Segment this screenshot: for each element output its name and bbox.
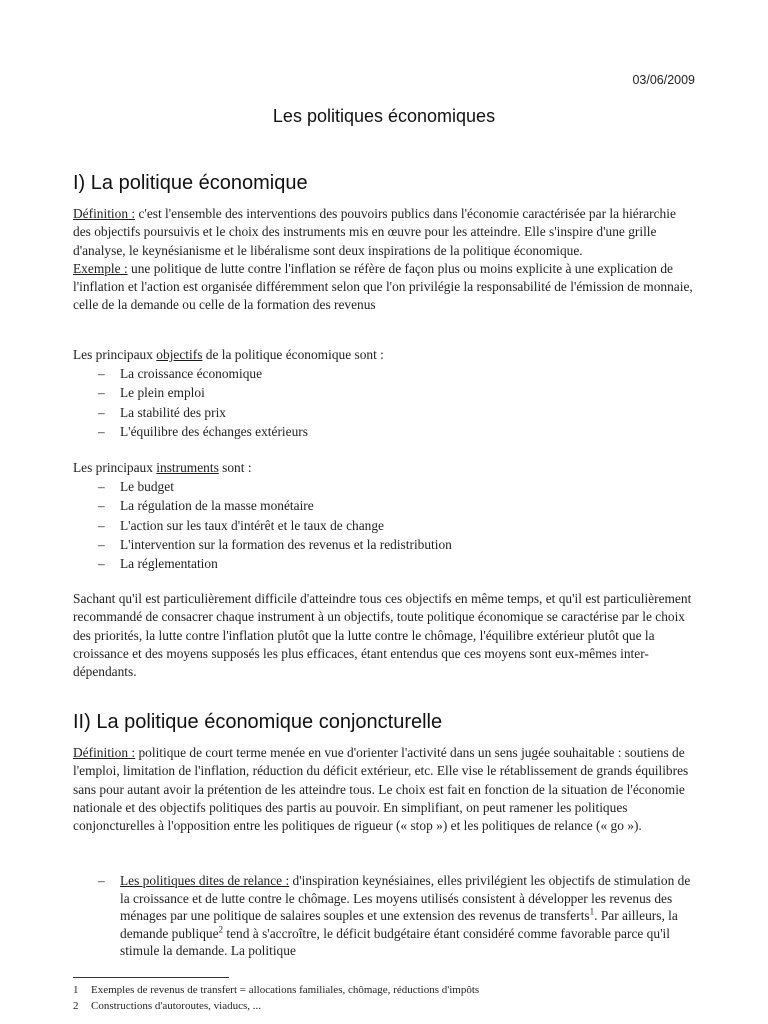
footnote-text: Constructions d'autoroutes, viaducs, ...	[91, 1000, 262, 1012]
footnote-number: 2	[73, 1000, 79, 1012]
definition-label: Définition :	[73, 745, 136, 760]
footnote-number: 1	[73, 984, 79, 996]
instruments-list	[73, 477, 695, 573]
list-item: – Le budget	[73, 477, 695, 496]
relance-text-part3: tend à s'accroître, le déficit budgétaire étant considéré comme favorable parce qu'il stimule la demande. La politique	[120, 925, 670, 958]
footnote-divider	[73, 977, 229, 978]
definition-text: c'est l'ensemble des interventions des pouvoirs publics dans l'économie caractérisée par la hiérarchie des objectifs poursuivis et le choix des instruments mis en œuvre pour les atteindre. Elle s'inspire d'une grille d'analyse, le keynésianisme et le libéralisme sont deux inspirations de la politique économique.	[73, 206, 676, 258]
instruments-keyword: instruments	[156, 460, 219, 475]
list-item: – La réglementation	[73, 554, 695, 573]
section1-heading: I) La politique économique	[73, 172, 308, 194]
page-date: 03/06/2009	[632, 73, 695, 87]
definition-label: Définition :	[73, 206, 136, 221]
list-item: – L'intervention sur la formation des revenus et la redistribution	[73, 535, 695, 554]
list-item: – Le plein emploi	[73, 383, 695, 402]
example-label: Exemple :	[73, 260, 128, 276]
section2-definition	[73, 744, 695, 835]
footnote-ref-2[interactable]: 2	[218, 924, 224, 935]
relance-label: Les politiques dites de relance :	[120, 873, 290, 888]
definition-text: politique de court terme menée en vue d'orienter l'activité dans un sens jugée souhaitable : soutiens de l'emploi, limitation de l'inflation, réduction du déficit extérieur, etc. Elle vise le rétablissement de grands équilibres sans pour autant avoir la prétention de les atteindre tous. Le choix est fait en fonction de la situation de l'économie nationale et des objectifs politiques des partis au pouvoir. En simplifiant, on peut ramener les politiques conjoncturelles à l'opposition entre les politiques de rigueur (« stop ») et les politiques de relance (« go »).	[73, 745, 689, 834]
footnote-ref-1[interactable]: 1	[589, 906, 595, 917]
footnote-2	[73, 1000, 713, 1013]
relance-text-part1: d'inspiration keynésiaines, elles privilégient les objectifs de stimulation de la croissance et de lutte contre le chômage. Les moyens utilisés consistent à développer les revenus des ménages par une politique de salaires souples et une extension des revenus de transferts	[120, 873, 691, 923]
section2-heading: II) La politique économique conjoncturelle	[73, 711, 443, 733]
section1-definition	[73, 205, 695, 315]
footnote-1	[73, 984, 713, 997]
instruments-intro-suffix: sont :	[218, 460, 252, 475]
instruments-intro	[73, 459, 695, 477]
relance-text	[120, 872, 695, 960]
objectives-keyword: objectifs	[156, 347, 203, 362]
list-item: – La croissance économique	[73, 364, 695, 383]
relance-text-part2: . Par ailleurs, la demande publique	[120, 908, 678, 941]
objectives-intro-suffix: de la politique économique sont :	[202, 347, 384, 362]
dash-marker: –	[98, 873, 105, 888]
list-item: – L'équilibre des échanges extérieurs	[73, 422, 695, 441]
objectives-intro	[73, 346, 695, 364]
list-item: – L'action sur les taux d'intérêt et le taux de change	[73, 516, 695, 535]
list-item: – La régulation de la masse monétaire	[73, 496, 695, 515]
section1-conclusion: Sachant qu'il est particulièrement difficile d'atteindre tous ces objectifs en même temps, et qu'il est particulièrement recommandé de consacrer chaque instrument à un objectifs, toute politique économique se caractérise par le choix des priorités, la lutte contre l'inflation plutôt que la lutte contre le chômage, l'équilibre extérieur plutôt que la croissance et des moyens supposés les plus efficaces, étant entendus que ces moyens sont eux-mêmes inter-dépendants.	[73, 591, 692, 680]
footnote-text: Exemples de revenus de transfert = allocations familiales, chômage, réductions d'impôts	[91, 984, 480, 996]
relance-bullet	[73, 872, 695, 960]
page-title: Les politiques économiques	[272, 106, 496, 126]
instruments-intro-prefix: Les principaux	[73, 460, 157, 475]
objectives-list	[73, 364, 695, 441]
objectives-intro-prefix: Les principaux	[73, 347, 157, 362]
example-text: une politique de lutte contre l'inflation se réfère de façon plus ou moins explicite à une explication de l'inflation et l'action est organisée différemment selon que l'on privilégie la responsabilité de l'émission de monnaie, celle de la demande ou celle de la formation des revenus	[73, 260, 693, 313]
list-item: – La stabilité des prix	[73, 403, 695, 422]
